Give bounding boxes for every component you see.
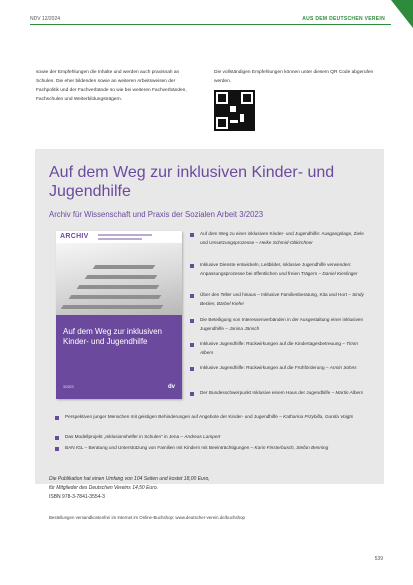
- publication-price: Die Publikation hat einen Umfang von 104 Seiten und kostet 18,00 Euro,: [49, 476, 210, 482]
- page-number: 539: [374, 556, 383, 562]
- article-item: Die Beteiligung von Interessenverbänden in der Ausgestaltung einer inklusiven Jugendhilfe – Janina Jänsch: [200, 317, 364, 331]
- article-item: Der Bundesschwerpunkt Inklusive einem Haus der Jugendhilfe – Martin Albers: [200, 390, 363, 395]
- qr-code[interactable]: [214, 90, 255, 131]
- top-rule: [30, 24, 391, 25]
- section-label: AUS DEM DEUTSCHEN VEREIN: [302, 16, 385, 22]
- cover-title: Auf dem Weg zur inklusiven Kinder- und Jugendhilfe: [63, 327, 163, 346]
- publication-member-price: für Mitglieder des Deutschen Vereins 14,50 Euro.: [49, 485, 159, 491]
- intro-paragraph: sowie der Empfehlungen die Inhalte und werden auch praxisnah an Schulen. Die eher bildenden sowie an weiteren Arbeitsweisen der Fachpolitik und der Fachverbände so wie bei weiteren Fachverbänden, Fachschulen und Weiterbildungsträgern.: [36, 70, 187, 102]
- box-subtitle: Archiv für Wissenschaft und Praxis der Sozialen Arbeit 3/2023: [49, 210, 264, 219]
- box-title: Auf dem Weg zur inklusiven Kinder- und Jugendhilfe: [49, 164, 335, 200]
- cover-brand-line: [98, 238, 142, 240]
- article-item: Über den Teller und hinaus – Inklusive Familienberatung, Kita und Hort – Sindy Becker, Bärbel Kiefer: [200, 292, 364, 306]
- publication-isbn: ISBN 978-3-7841-3554-3: [49, 494, 105, 500]
- article-item: Auf dem Weg zu einer inklusiven Kinder- und Jugendhilfe: Ausgangslage, Ziele und Umsetzungsprozesse – Heike Schmid-Obkirchner: [200, 231, 364, 245]
- article-item: Perspektiven junger Menschen mit geistigen Behinderungen auf Angebote der Kinder- und Jugendhilfe – Katharina Przybilla, Gunda Voigts: [65, 414, 354, 419]
- cover-issue: 3/2023: [63, 385, 74, 389]
- cover-brand-line: [98, 234, 152, 236]
- bullet-icon: [190, 392, 194, 396]
- article-item: Inklusive Jugendhilfe: Rückwirkungen auf die Kindertagesbetreuung – Timm Albers: [200, 341, 358, 355]
- order-link[interactable]: Bestellungen versandkostenfrei im Internet im Online-Buchshop: www.deutscher-verein.de/buchshop: [49, 515, 245, 520]
- cover-photo: [56, 243, 182, 315]
- bullet-icon: [190, 233, 194, 237]
- article-item: Das Modellprojekt „Inklusionshelfer in Schulen“ in Jena – Andreas Lampert: [65, 434, 221, 439]
- cover-brand: ARCHIV: [60, 233, 89, 240]
- article-item: Inklusive Jugendhilfe: Rückwirkungen auf die Frühförderung – Armin Sohns: [200, 365, 357, 370]
- bullet-icon: [190, 319, 194, 323]
- qr-paragraph: Die vollständigen Empfehlungen können unter diesem QR Code abgerufen werden.: [214, 70, 374, 84]
- article-item: Inklusive Dienste entwickeln, Leitbilder, inklusive Jugendhilfe verwenden: Anpassungsprozesse bei öffentlichen und freien Trägern – Daniel Kieslinger: [200, 262, 358, 276]
- cover-header: [56, 231, 182, 243]
- bullet-icon: [190, 343, 194, 347]
- bullet-icon: [55, 416, 59, 420]
- bullet-icon: [190, 294, 194, 298]
- corner-mark: [391, 0, 413, 28]
- publication-box: [35, 149, 384, 484]
- bullet-icon: [55, 436, 59, 440]
- cover-logo: dv: [167, 384, 175, 390]
- bullet-icon: [55, 447, 59, 451]
- article-item: BAN IGL – Beratung und Unterstützung von Familien mit Kindern mit Beeinträchtigungen – Karin Finsterbusch, Stefan Benning: [65, 445, 329, 450]
- bullet-icon: [190, 367, 194, 371]
- book-cover[interactable]: [56, 231, 182, 399]
- page-issue: NDV 12/2024: [30, 16, 61, 22]
- bullet-icon: [190, 264, 194, 268]
